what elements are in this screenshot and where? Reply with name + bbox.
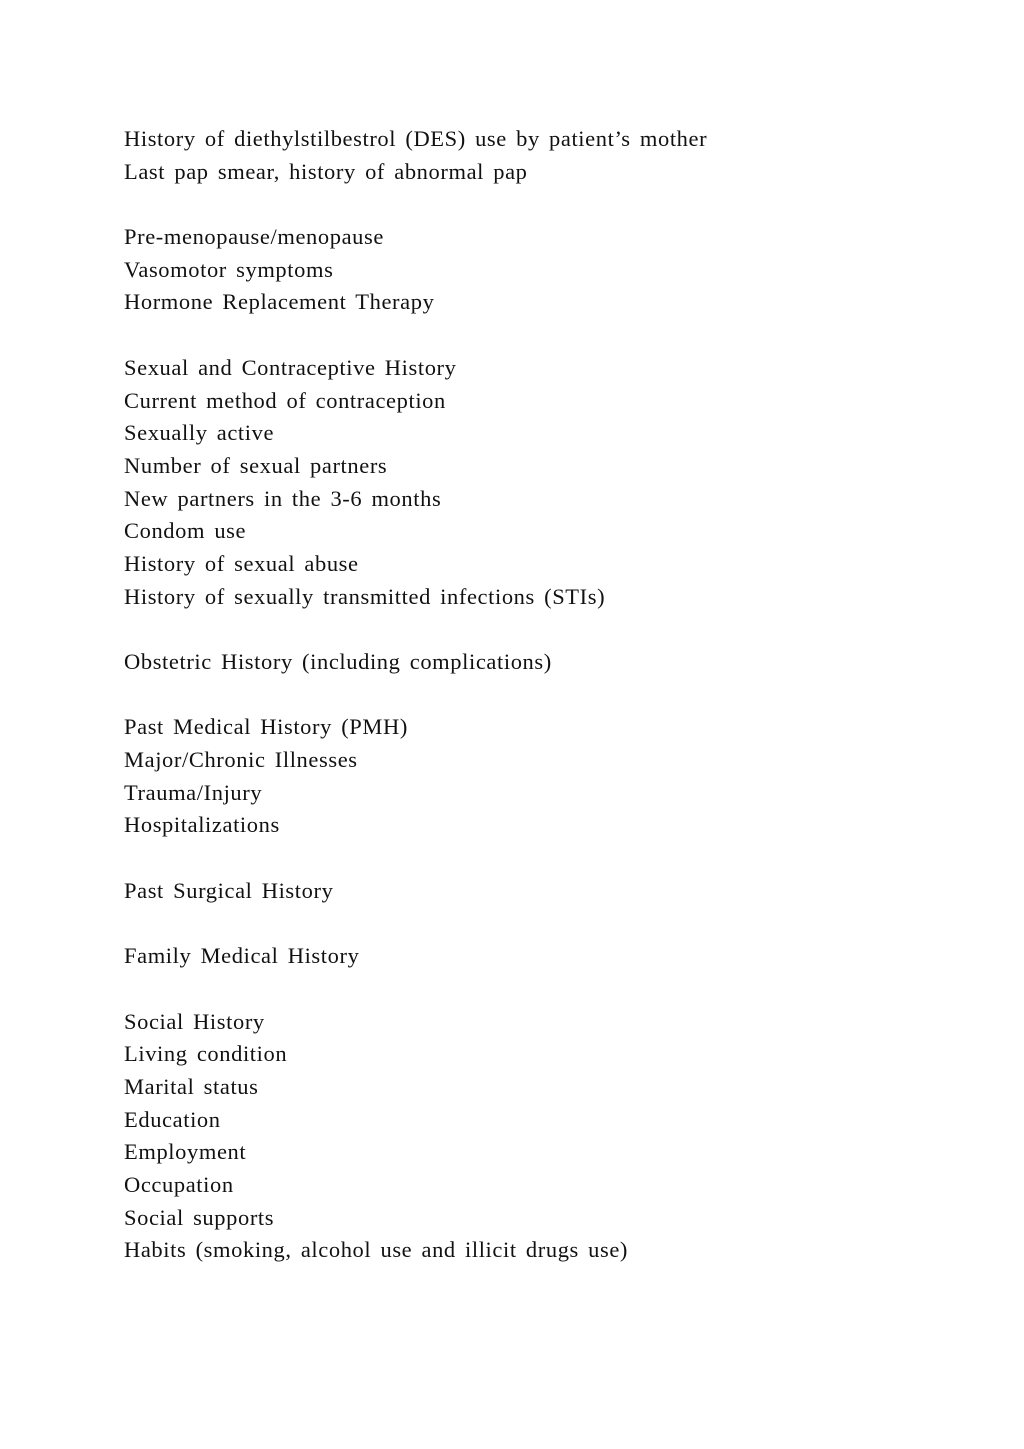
list-item: Social supports [124, 1204, 275, 1230]
section-heading: History of diethylstilbestrol (DES) use by patient’s mother [124, 126, 708, 151]
list-item: Last pap smear, history of abnormal pap [124, 158, 528, 184]
section [124, 221, 707, 319]
section [124, 940, 707, 973]
section-heading: Social History [124, 1008, 265, 1034]
list-item: Sexually active [124, 420, 275, 446]
list-item: Habits (smoking, alcohol use and illicit drugs use) [124, 1237, 629, 1263]
section-heading: Pre-menopause/menopause [124, 224, 384, 250]
list-item: Trauma/Injury [124, 779, 263, 805]
section-heading: Family Medical History [124, 943, 360, 969]
section [124, 711, 707, 842]
list-item: Number of sexual partners [124, 452, 388, 478]
section [124, 646, 707, 679]
list-item: Hospitalizations [124, 812, 280, 838]
section [124, 1006, 707, 1268]
list-item: Occupation [124, 1172, 234, 1197]
list-item: Vasomotor symptoms [124, 256, 334, 282]
section-heading: Past Surgical History [124, 877, 334, 903]
list-item: Living condition [124, 1041, 288, 1067]
list-item: Education [124, 1106, 221, 1132]
list-item: Condom use [124, 518, 247, 544]
section [124, 875, 707, 908]
section [124, 352, 707, 614]
list-item: Hormone Replacement Therapy [124, 289, 435, 315]
list-item: Current method of contraception [124, 387, 446, 413]
list-item: History of sexual abuse [124, 550, 359, 576]
list-item: Major/Chronic Illnesses [124, 747, 358, 773]
list-item: New partners in the 3-6 months [124, 485, 442, 511]
list-item: Marital status [124, 1073, 259, 1099]
section [124, 123, 707, 188]
list-item: History of sexually transmitted infections (STIs) [124, 583, 606, 609]
section-heading: Past Medical History (PMH) [124, 714, 408, 740]
section-heading: Obstetric History (including complications) [124, 649, 552, 674]
section-heading: Sexual and Contraceptive History [124, 354, 457, 380]
document-page [124, 123, 707, 1300]
list-item: Employment [124, 1139, 247, 1165]
